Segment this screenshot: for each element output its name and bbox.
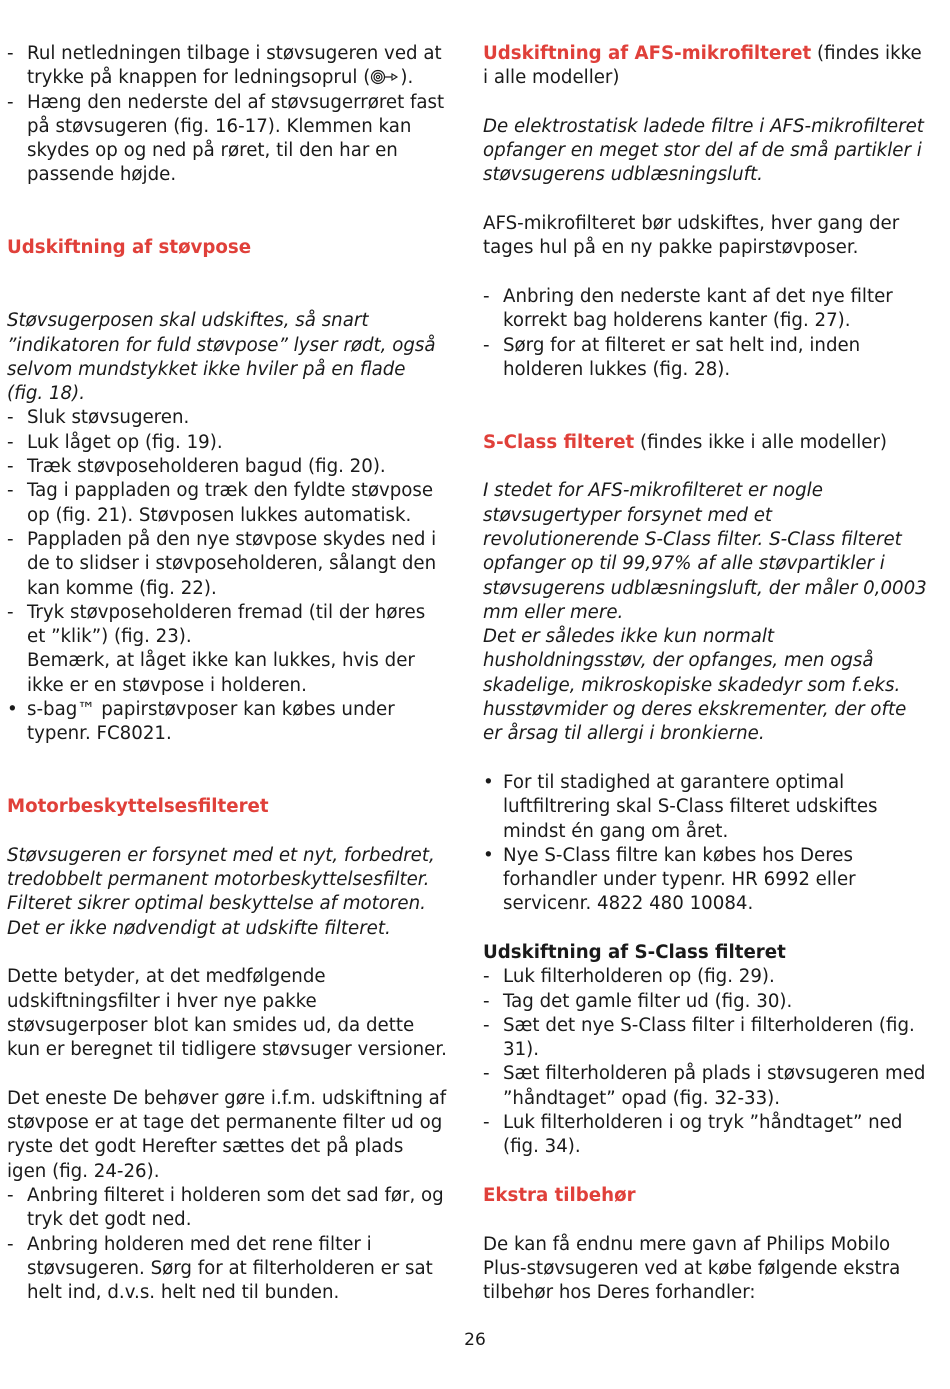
- afs-steps: [483, 285, 928, 382]
- list-item: • For til stadighed at garantere optimal luftfiltrering skal S-Class filteret udskiftes mindst én gang om året.: [483, 771, 878, 842]
- extra-paragraph: De kan få endnu mere gavn af Philips Mobilo Plus-støvsugeren ved at købe følgende ekstra tilbehør hos Deres forhandler:: [483, 1233, 901, 1304]
- dustbag-intro: Støvsugerposen skal udskiftes, så snart ”indikatoren for fuld støvpose” lyser rødt, også selvom mundstykket ikke hviler på en flade (fig. 18).: [7, 310, 436, 405]
- afs-paragraph: AFS-mikrofilteret bør udskiftes, hver gang der tages hul på en ny pakke papirstøvposer.: [483, 213, 900, 259]
- motor-paragraph: Det eneste De behøver gøre i.f.m. udskiftning af støvpose er at tage det permanente filter ud og ryste det godt Herefter sættes det på plads igen (fig. 24-26).: [7, 1087, 447, 1182]
- list-item: - Tag i pappladen og træk den fyldte støvpose op (fig. 21). Støvposen lukkes automatisk.: [7, 480, 434, 526]
- extra-heading: Ekstra tilbehør: [483, 1184, 636, 1206]
- list-item: - Anbring filteret i holderen som det sad før, og tryk det godt ned.: [7, 1184, 444, 1231]
- sclass-intro: Det er således ikke kun normalt husholdningsstøv, der opfanges, men også skadelige, mikroskopiske skadedyr som f.eks. husstøvmider og deres ekskrementer, der ofte er årsag til allergi i bronkierne.: [483, 626, 907, 745]
- list-item: • s-bag™ papirstøvposer kan købes under typenr. FC8021.: [7, 699, 395, 745]
- list-item: - Sluk støvsugeren.: [7, 407, 190, 429]
- sclass-replace-steps: [483, 965, 928, 1159]
- list-item: - Pappladen på den nye støvpose skydes ned i de to slidser i støvposeholderen, sålangt den kan komme (fig. 22).: [7, 528, 437, 599]
- list-item: - Luk låget op (fig. 19).: [7, 431, 223, 453]
- afs-intro: De elektrostatisk ladede filtre i AFS-mikrofilteret opfanger en meget stor del af de små partikler i støvsugerens udblæsningsluft.: [483, 115, 924, 186]
- motor-steps: [7, 1184, 447, 1305]
- list-item: • Nye S-Class filtre kan købes hos Deres forhandler under typenr. HR 6992 eller servicenr. 4822 480 10084.: [483, 844, 856, 915]
- dustbag-heading: Udskiftning af støvpose: [7, 237, 252, 259]
- left-column: [7, 42, 447, 1305]
- list-item: - Luk filterholderen op (fig. 29).: [483, 966, 775, 988]
- right-column: [483, 42, 928, 1305]
- afs-heading: Udskiftning af AFS-mikrofilteret (findes ikke i alle modeller): [483, 43, 922, 89]
- motor-heading: Motorbeskyttelsesfilteret: [7, 796, 269, 818]
- sclass-intro: I stedet for AFS-mikrofilteret er nogle støvsugertyper forsynet med et revolutionerende S-Class filter. S-Class filteret opfanger op til 99,97% af alle støvpartikler i støvsugerens udblæsningsluft, der måler 0,0003 mm eller mere.: [483, 480, 927, 623]
- intro-list: [7, 42, 447, 188]
- list-item: - Sæt det nye S-Class filter i filterholderen (fig. 31).: [483, 1014, 915, 1061]
- list-item: - Rul netledningen tilbage i støvsugeren ved at trykke på knappen for ledningsoprul ( ).: [7, 43, 442, 89]
- note-text: Bemærk, at låget ikke kan lukkes, hvis der ikke er en støvpose i holderen.: [27, 650, 415, 696]
- sclass-replace-heading: Udskiftning af S-Class filteret: [483, 941, 786, 963]
- dustbag-steps: [7, 406, 447, 746]
- list-item: - Træk støvposeholderen bagud (fig. 20).: [7, 456, 386, 478]
- list-item: - Anbring holderen med det rene filter i støvsugeren. Sørg for at filterholderen er sat helt ind, d.v.s. helt ned til bunden.: [7, 1233, 433, 1304]
- list-item: - Tryk støvposeholderen fremad (til der høres et ”klik”) (fig. 23). Bemærk, at låget ikke kan lukkes, hvis der ikke er en støvpose i holderen.: [7, 601, 426, 696]
- motor-paragraph: Dette betyder, at det medfølgende udskiftningsfilter i hver nye pakke støvsugerposer blot kan smides ud, da dette kun er beregnet til tidligere støvsuger versioner.: [7, 966, 447, 1061]
- sclass-bullets: [483, 771, 928, 917]
- list-item: - Luk filterholderen i og tryk ”håndtaget” ned (fig. 34).: [483, 1112, 903, 1158]
- motor-intro: Støvsugeren er forsynet med et nyt, forbedret, tredobbelt permanent motorbeskyttelsesfilter. Filteret sikrer optimal beskyttelse af motoren. Det er ikke nødvendigt at udskifte filteret.: [7, 844, 435, 939]
- list-item: - Sæt filterholderen på plads i støvsugeren med ”håndtaget” opad (fig. 32-33).: [483, 1063, 926, 1109]
- list-item: - Tag det gamle filter ud (fig. 30).: [483, 990, 793, 1012]
- list-item: - Anbring den nederste kant af det nye filter korrekt bag holderens kanter (fig. 27).: [483, 285, 893, 332]
- sclass-heading: S-Class filteret (findes ikke i alle modeller): [483, 431, 888, 453]
- cord-rewind-icon: [370, 68, 400, 84]
- page-number: 26: [464, 1330, 486, 1350]
- list-item: - Sørg for at filteret er sat helt ind, inden holderen lukkes (fig. 28).: [483, 334, 861, 380]
- list-item: - Hæng den nederste del af støvsugerrøret fast på støvsugeren (fig. 16-17). Klemmen kan skydes op og ned på røret, til den har en passende højde.: [7, 91, 445, 186]
